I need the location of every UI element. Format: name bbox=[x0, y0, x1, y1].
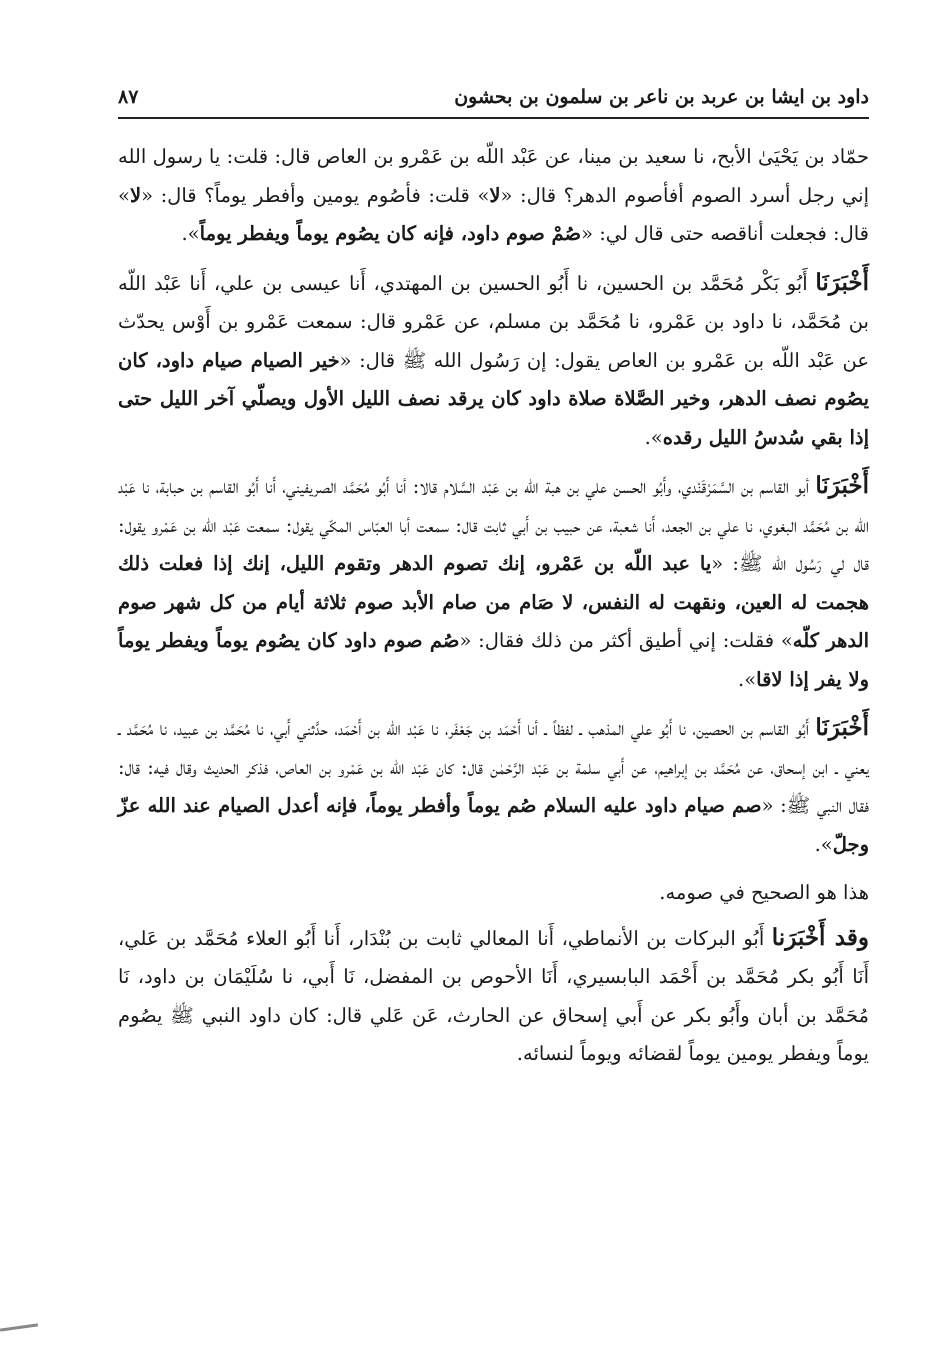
hadith-quote: صُم صوم داود كان يصُوم يوماً ويفطر يوماً ولا يفر إذا لاقا bbox=[118, 629, 869, 691]
hadith-quote: لا bbox=[129, 183, 142, 207]
paragraph-lead-word: أَخْبَرَنَا bbox=[815, 714, 869, 741]
text-run: أَبُو القاسم بن الحصين، نا أَبُو علي المذهب ـ لفظاً ـ أنا أَحْمَد بن جَعْفَر، نا عَبْد اللّه بن أَحْمَد، حدَّثني أَبي، نا مُحَمَّد بن عبيد، نا مُحَمَّد ـ يعني ـ ابن إسحاق، عن مُحَمَّد بن إبراهيم، عن أَبي سلمة بن عَبْد الرَّحْمٰن قال: كان عَبْد اللّه بن عَمْرو بن العاص، فذكر الحديث وقال فيه: قال: فقال النبي ﷺ: « bbox=[118, 717, 869, 817]
hadith-quote: يا عبد اللّه بن عَمْرو، إنك تصوم الدهر وتقوم الليل، إنك إذا فعلت ذلك هجمت له العين، ونقهت له النفس، لا صَام من صام الأبد صوم ثلاثة أيام من كل شهر صوم الدهر كلّه bbox=[118, 552, 869, 652]
page-number: ٨٧ bbox=[118, 86, 139, 108]
text-run: هذا هو الصحيح في صومه. bbox=[659, 881, 869, 904]
text-run: حمّاد بن يَحْيَىٰ الأبح، نا سعيد بن مينا، عن عَبْد اللّه بن عَمْرو بن العاص قال: قلت: يا رسول الله إني رجل أسرد الصوم أفأصوم الدهر؟ قال: « bbox=[118, 145, 869, 207]
text-run: ». bbox=[738, 667, 757, 691]
paragraph bbox=[118, 874, 869, 913]
paragraph bbox=[118, 919, 869, 1074]
scan-mark bbox=[0, 1323, 38, 1331]
text-run: » فقلت: إني أطيق أكثر من ذلك فقال: « bbox=[459, 629, 793, 652]
paragraph bbox=[118, 138, 869, 254]
text-run: » قال: فجعلت أناقصه حتى قال لي: « bbox=[118, 183, 869, 245]
paragraph bbox=[118, 264, 869, 458]
text-run: أبو القاسم بن السَّمَرْقَنْدي، وأَبُو الحسن علي بن هبة اللّه بن عَبْد السَّلام قالا: أنا أَبُو مُحَمَّد الصريفيني، أَنا أَبُو القاسم بن حبابة، نا عَبْد اللّه بن مُحَمَّد البغوي، نا علي بن الجعد، أَنا شعبة، عن حبيب بن أَبي ثابت قال: سمعت أبا العبّاس المكّي يقول: سمعت عَبْد اللّه بن عَمْرو يقول: قال لي رَسُول الله ﷺ: « bbox=[118, 475, 869, 575]
paragraph-lead-word: أَخْبَرَنَا bbox=[815, 472, 869, 499]
text-run: ». bbox=[814, 832, 833, 856]
hadith-quote: لا bbox=[489, 183, 501, 207]
hadith-quote: خير الصيام صيام داود، كان يصُوم نصف الدهر، وخير الصَّلاة صلاة داود كان يرقد نصف الليل الأول ويصلّي آخر الليل حتى إذا بقي سُدسُ الليل رقده bbox=[118, 348, 869, 449]
text-run: أَبُو البركات بن الأنماطي، أَنا المعالي ثابت بن بُنْدَار، أَنا أَبُو العلاء مُحَمَّد بن عَلي، أَنَا أَبُو بكر مُحَمَّد بن أَحْمَد البابسيري، أَنَا الأحوص بن المفضل، نَا أَبي، نا سُلَيْمَان بن داود، نَا مُحَمَّد بن أبان وأَبُو بكر عن أَبي إسحاق عن الحارث، عَن عَلي قال: كان داود النبي ﷺ يصُوم يوماً ويفطر يومين يوماً لقضائه ويوماً لنسائه. bbox=[118, 926, 869, 1065]
hadith-quote: صُمْ صوم داود، فإنه كان يصُوم يوماً ويفطر يوماً bbox=[199, 222, 582, 245]
text-run: ». bbox=[181, 222, 200, 245]
text-run: أَبُو بَكْر مُحَمَّد بن الحسين، نا أَبُو الحسين بن المهتدي، أَنا عيسى بن علي، أَنا عَبْد اللّه بن مُحَمَّد، نا داود بن عَمْرو، نا مُحَمَّد بن مسلم، عن عَمْرو قال: سمعت عَمْرو بن أَوْس يحدّث عن عَبْد اللّه بن عَمْرو بن العاص يقول: إن رَسُول الله ﷺ قال: « bbox=[118, 271, 869, 372]
paragraph bbox=[118, 467, 869, 699]
text-run: » قلت: فأصُوم يومين وأفطر يوماً؟ قال: « bbox=[141, 183, 490, 207]
body-text bbox=[118, 138, 869, 1084]
header-rule bbox=[118, 117, 869, 119]
paragraph-lead-word: أَخْبَرَنَا bbox=[815, 268, 869, 296]
text-run: ». bbox=[644, 425, 663, 449]
running-head bbox=[118, 82, 869, 112]
paragraph bbox=[118, 709, 869, 864]
paragraph-lead-word: وقد أَخْبَرَنا bbox=[771, 923, 869, 951]
running-head-title: داود بن ايشا بن عربد بن ناعر بن سلمون بن بحشون bbox=[454, 86, 869, 108]
hadith-quote: صم صيام داود عليه السلام صُم يوماً وأفطر يوماً، فإنه أعدل الصيام عند الله عزّ وجلّ bbox=[118, 794, 869, 856]
